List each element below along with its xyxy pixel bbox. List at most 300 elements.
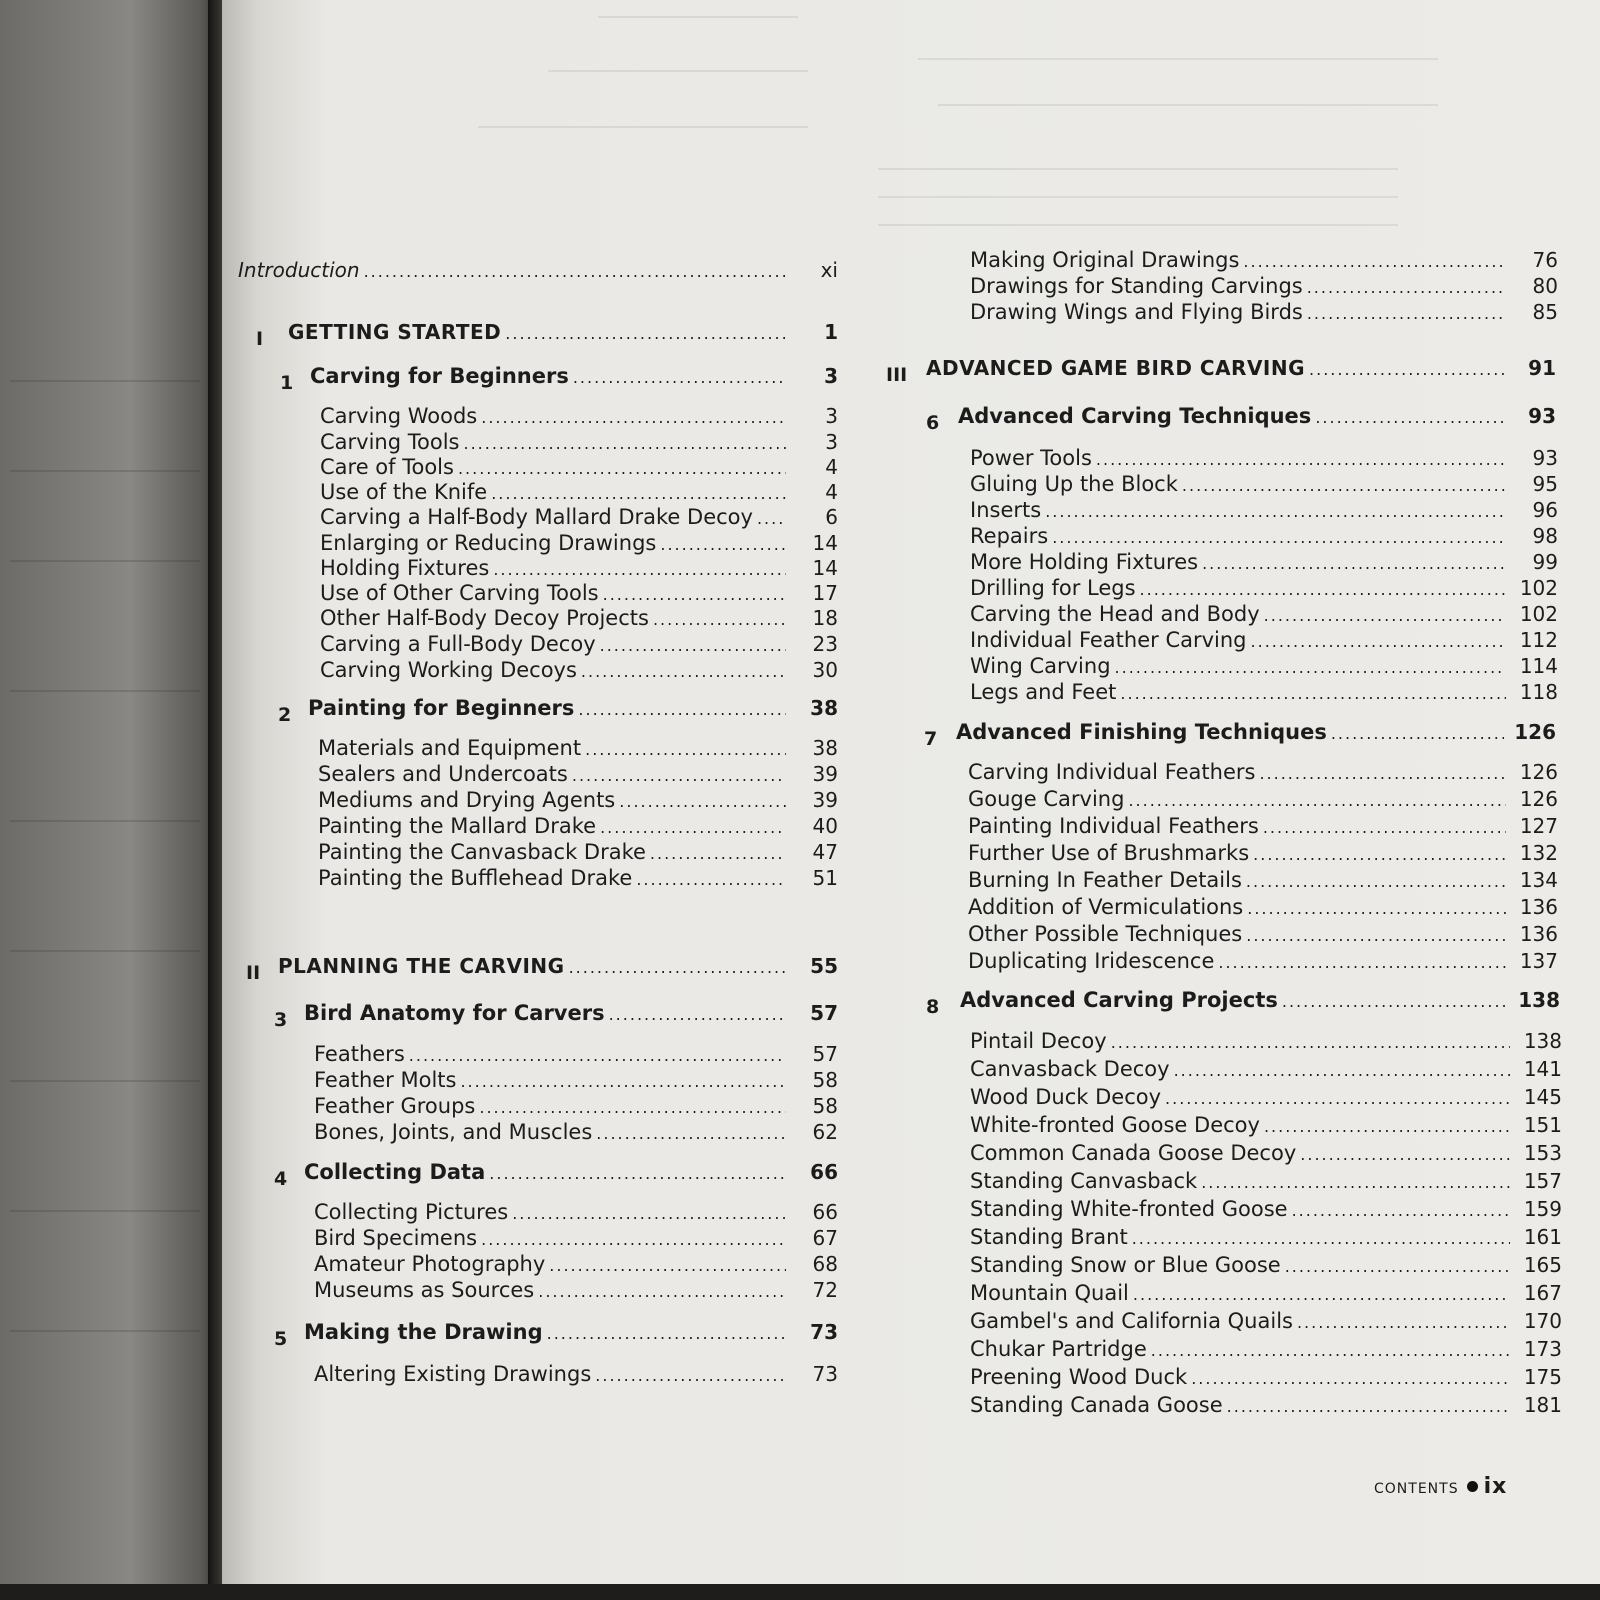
toc-chapter-row[interactable] — [310, 364, 838, 388]
toc-page-number: 51 — [812, 866, 838, 890]
bleed-line — [10, 470, 200, 472]
toc-page-number: 57 — [812, 1042, 838, 1066]
toc-chapter-title: Collecting Data — [304, 1160, 486, 1184]
toc-entry-title: Carving Tools — [320, 430, 460, 454]
toc-entry-row[interactable] — [968, 949, 1558, 973]
bleed-line — [10, 950, 200, 952]
toc-page-number: 80 — [1532, 274, 1558, 298]
toc-entry-row[interactable] — [968, 760, 1558, 784]
toc-entry-title: Feather Molts — [314, 1068, 457, 1092]
toc-page-number: 126 — [1514, 720, 1556, 744]
bleed-line — [548, 70, 808, 72]
toc-page-number: 165 — [1523, 1253, 1562, 1277]
toc-page-number: 39 — [812, 762, 838, 786]
toc-page-number: 93 — [1532, 446, 1558, 470]
bleed-line — [938, 104, 1438, 106]
toc-entry-row[interactable] — [318, 788, 838, 812]
toc-page-number: 96 — [1532, 498, 1558, 522]
bleed-line — [10, 1330, 200, 1332]
bleed-line — [918, 58, 1438, 60]
toc-entry-title: Other Half-Body Decoy Projects — [320, 606, 649, 630]
dot-leader — [1165, 1089, 1510, 1108]
toc-entry-row[interactable] — [320, 531, 838, 555]
dot-leader — [1045, 502, 1506, 521]
toc-entry-row[interactable] — [320, 581, 838, 605]
toc-chapter-row[interactable] — [304, 1160, 838, 1184]
toc-entry-title: Gouge Carving — [968, 787, 1125, 811]
toc-page-number: 58 — [812, 1094, 838, 1118]
dot-leader — [636, 870, 786, 889]
toc-entry-title: Pintail Decoy — [970, 1029, 1107, 1053]
show-through-text — [218, 0, 1600, 250]
toc-chapter-title: Advanced Carving Projects — [960, 988, 1278, 1012]
toc-page-number: 40 — [812, 814, 838, 838]
toc-entry-row[interactable] — [968, 868, 1558, 892]
toc-chapter-title: Painting for Beginners — [308, 696, 575, 720]
toc-chapter-row[interactable] — [956, 720, 1556, 744]
dot-leader — [619, 792, 786, 811]
toc-entry-row[interactable] — [314, 1278, 838, 1302]
toc-page-number: xi — [820, 258, 838, 282]
toc-entry-title: Standing Canvasback — [970, 1169, 1198, 1193]
dot-leader — [1191, 1369, 1510, 1388]
toc-entry-row[interactable] — [320, 556, 838, 580]
toc-entry-title: Individual Feather Carving — [970, 628, 1247, 652]
dot-leader — [1300, 1145, 1510, 1164]
facing-page — [0, 0, 218, 1600]
toc-chapter-row[interactable] — [960, 988, 1560, 1012]
dot-leader — [409, 1046, 786, 1065]
toc-entry-row[interactable] — [320, 480, 838, 504]
dot-leader — [1263, 818, 1506, 837]
toc-entry-row[interactable] — [970, 654, 1558, 678]
toc-entry-title: Drilling for Legs — [970, 576, 1136, 600]
toc-entry-title: Other Possible Techniques — [968, 922, 1243, 946]
dot-leader — [650, 844, 786, 863]
dot-leader — [1282, 992, 1508, 1011]
bleed-line — [10, 560, 200, 562]
dot-leader — [1115, 658, 1506, 677]
toc-entry-title: Common Canada Goose Decoy — [970, 1141, 1297, 1165]
toc-intro-row[interactable] — [238, 258, 838, 282]
toc-page-number: 38 — [812, 736, 838, 760]
toc-part-title: PLANNING THE CARVING — [278, 954, 565, 978]
toc-entry-row[interactable] — [970, 274, 1558, 298]
toc-entry-title: Further Use of Brushmarks — [968, 841, 1250, 865]
toc-page-number: 57 — [810, 1001, 838, 1025]
dot-leader — [1259, 764, 1506, 783]
dot-leader — [1307, 278, 1506, 297]
toc-entry-row[interactable] — [318, 762, 838, 786]
dot-leader — [1133, 1285, 1510, 1304]
toc-page-number: 99 — [1532, 550, 1558, 574]
toc-page-number: 4 — [825, 455, 838, 479]
toc-page-number: 141 — [1523, 1057, 1562, 1081]
toc-chapter-title: Carving for Beginners — [310, 364, 569, 388]
toc-entry-row[interactable] — [970, 1309, 1562, 1333]
bleed-line — [10, 820, 200, 822]
toc-entry-title: Altering Existing Drawings — [314, 1362, 592, 1386]
bleed-line — [10, 1080, 200, 1082]
toc-entry-row[interactable] — [968, 814, 1558, 838]
toc-entry-title: Preening Wood Duck — [970, 1365, 1188, 1389]
dot-leader — [572, 766, 786, 785]
toc-page-number: 62 — [812, 1120, 838, 1144]
toc-entry-title: Power Tools — [970, 446, 1092, 470]
dot-leader — [1264, 1117, 1510, 1136]
dot-leader — [1096, 450, 1506, 469]
toc-entry-title: Wing Carving — [970, 654, 1111, 678]
toc-entry-title: Carving Working Decoys — [320, 658, 577, 682]
toc-entry-title: Standing White-fronted Goose — [970, 1197, 1288, 1221]
dot-leader — [1132, 1229, 1510, 1248]
bleed-line — [878, 168, 1398, 170]
chapter-number: 4 — [274, 1168, 288, 1190]
dot-leader — [1285, 1257, 1510, 1276]
toc-entry-row[interactable] — [320, 455, 838, 479]
toc-entry-row[interactable] — [968, 787, 1558, 811]
toc-entry-title: Wood Duck Decoy — [970, 1085, 1162, 1109]
dot-leader — [1297, 1313, 1510, 1332]
dot-leader — [600, 818, 786, 837]
toc-chapter-title: Advanced Finishing Techniques — [956, 720, 1327, 744]
toc-entry-title: Addition of Vermiculations — [968, 895, 1244, 919]
toc-page-number: 6 — [825, 505, 838, 529]
dot-leader — [1227, 1397, 1510, 1416]
toc-page-number: 126 — [1519, 787, 1558, 811]
toc-entry-title: Enlarging or Reducing Drawings — [320, 531, 657, 555]
toc-page-number: 85 — [1532, 300, 1558, 324]
toc-entry-title: Collecting Pictures — [314, 1200, 509, 1224]
toc-page-number: 137 — [1519, 949, 1558, 973]
toc-entry-row[interactable] — [318, 866, 838, 890]
page-footer — [1374, 1474, 1507, 1499]
dot-leader — [549, 1256, 786, 1275]
toc-entry-row[interactable] — [320, 505, 838, 529]
dot-leader — [479, 1098, 786, 1117]
toc-entry-title: Museums as Sources — [314, 1278, 535, 1302]
toc-page-number: 153 — [1523, 1141, 1562, 1165]
toc-page-number: 14 — [812, 556, 838, 580]
dot-leader — [1331, 724, 1504, 743]
toc-page-number: 136 — [1519, 895, 1558, 919]
toc-entry-row[interactable] — [970, 1113, 1562, 1137]
toc-entry-title: Amateur Photography — [314, 1252, 546, 1276]
dot-leader — [660, 535, 786, 554]
toc-entry-title: Carving a Half-Body Mallard Drake Decoy — [320, 505, 753, 529]
toc-page-number: 175 — [1523, 1365, 1562, 1389]
dot-leader — [573, 368, 786, 387]
dot-leader — [460, 1072, 786, 1091]
dot-leader — [481, 1230, 786, 1249]
toc-page-number: 39 — [812, 788, 838, 812]
dot-leader — [1111, 1033, 1510, 1052]
toc-page-number: 66 — [810, 1160, 838, 1184]
chapter-number: 7 — [924, 728, 938, 750]
toc-chapter-title: Bird Anatomy for Carvers — [304, 1001, 605, 1025]
toc-entry-row[interactable] — [314, 1252, 838, 1276]
chapter-number: 2 — [278, 704, 292, 726]
toc-entry-title: Legs and Feet — [970, 680, 1117, 704]
dot-leader — [1128, 791, 1506, 810]
toc-entry-title: Gluing Up the Block — [970, 472, 1178, 496]
toc-entry-row[interactable] — [970, 446, 1558, 470]
part-roman-numeral: I — [256, 328, 264, 350]
dot-leader — [547, 1324, 786, 1343]
toc-entry-row[interactable] — [970, 1197, 1562, 1221]
toc-page-number: 47 — [812, 840, 838, 864]
toc-entry-title: Materials and Equipment — [318, 736, 582, 760]
toc-entry-title: Sealers and Undercoats — [318, 762, 568, 786]
toc-entry-row[interactable] — [970, 472, 1558, 496]
toc-entry-row[interactable] — [314, 1068, 838, 1092]
dot-leader — [757, 509, 786, 528]
toc-entry-title: Carving the Head and Body — [970, 602, 1260, 626]
dot-leader — [1052, 528, 1506, 547]
toc-page-number: 91 — [1528, 356, 1556, 380]
toc-chapter-row[interactable] — [304, 1001, 838, 1025]
dot-leader — [1218, 953, 1506, 972]
toc-page-number: 58 — [812, 1068, 838, 1092]
toc-page-number: 38 — [810, 696, 838, 720]
toc-entry-row[interactable] — [318, 814, 838, 838]
toc-entry-title: Painting the Mallard Drake — [318, 814, 597, 838]
bleed-line — [598, 16, 798, 18]
dot-leader — [1243, 252, 1506, 271]
toc-entry-row[interactable] — [970, 1169, 1562, 1193]
toc-entry-row[interactable] — [970, 1281, 1562, 1305]
toc-entry-row[interactable] — [970, 628, 1558, 652]
dot-leader — [585, 740, 786, 759]
toc-entry-title: Use of Other Carving Tools — [320, 581, 599, 605]
toc-entry-title: Inserts — [970, 498, 1042, 522]
toc-entry-row[interactable] — [970, 1225, 1562, 1249]
toc-entry-title: Standing Snow or Blue Goose — [970, 1253, 1281, 1277]
toc-page-number: 138 — [1518, 988, 1560, 1012]
toc-page-number: 173 — [1523, 1337, 1562, 1361]
bullet-dot — [1467, 1481, 1478, 1492]
toc-entry-row[interactable] — [970, 1057, 1562, 1081]
toc-entry-row[interactable] — [970, 1337, 1562, 1361]
chapter-number: 5 — [274, 1328, 288, 1350]
toc-entry-row[interactable] — [314, 1362, 838, 1386]
toc-entry-title: Mountain Quail — [970, 1281, 1129, 1305]
toc-entry-row[interactable] — [970, 1253, 1562, 1277]
toc-entry-row[interactable] — [970, 1393, 1562, 1417]
toc-page-number: 157 — [1523, 1169, 1562, 1193]
bleed-line — [478, 126, 808, 128]
toc-entry-row[interactable] — [970, 300, 1558, 324]
dot-leader — [1309, 360, 1504, 379]
toc-page-number: 1 — [824, 320, 838, 344]
toc-page-number: 151 — [1523, 1113, 1562, 1137]
toc-page-number: 55 — [810, 954, 838, 978]
toc-entry-title: More Holding Fixtures — [970, 550, 1199, 574]
toc-entry-title: Burning In Feather Details — [968, 868, 1242, 892]
toc-entry-title: Gambel's and California Quails — [970, 1309, 1293, 1333]
toc-entry-row[interactable] — [314, 1226, 838, 1250]
toc-entry-row[interactable] — [320, 404, 838, 428]
chapter-number: 8 — [926, 996, 940, 1018]
dot-leader — [491, 484, 786, 503]
toc-part-title: ADVANCED GAME BIRD CARVING — [926, 356, 1306, 380]
toc-page-number: 93 — [1528, 404, 1556, 428]
toc-entry-row[interactable] — [320, 632, 838, 656]
toc-page-number: 102 — [1519, 576, 1558, 600]
dot-leader — [581, 662, 786, 681]
toc-chapter-row[interactable] — [958, 404, 1556, 428]
toc-entry-row[interactable] — [970, 576, 1558, 600]
dot-leader — [1292, 1201, 1510, 1220]
toc-entry-title: Drawing Wings and Flying Birds — [970, 300, 1303, 324]
toc-page-number: 66 — [812, 1200, 838, 1224]
toc-entry-title: Carving a Full-Body Decoy — [320, 632, 596, 656]
dot-leader — [600, 636, 786, 655]
toc-entry-title: Duplicating Iridescence — [968, 949, 1215, 973]
toc-page-number: 67 — [812, 1226, 838, 1250]
toc-entry-row[interactable] — [314, 1120, 838, 1144]
toc-page-number: 127 — [1519, 814, 1558, 838]
toc-chapter-row[interactable] — [304, 1320, 838, 1344]
dot-leader — [489, 1164, 786, 1183]
toc-entry-row[interactable] — [970, 1029, 1562, 1053]
dot-leader — [1246, 926, 1506, 945]
toc-entry-row[interactable] — [970, 1365, 1562, 1389]
toc-entry-title: White-fronted Goose Decoy — [970, 1113, 1260, 1137]
toc-page-number: 95 — [1532, 472, 1558, 496]
dot-leader — [458, 459, 786, 478]
toc-entry-title: Standing Brant — [970, 1225, 1128, 1249]
toc-page-number: 72 — [812, 1278, 838, 1302]
toc-entry-row[interactable] — [318, 736, 838, 760]
toc-page-number: 126 — [1519, 760, 1558, 784]
toc-entry-row[interactable] — [314, 1042, 838, 1066]
toc-page-number: 14 — [812, 531, 838, 555]
toc-entry-row[interactable] — [968, 922, 1558, 946]
toc-page-number: 170 — [1523, 1309, 1562, 1333]
bleed-line — [878, 224, 1398, 226]
toc-entry-title: Standing Canada Goose — [970, 1393, 1223, 1417]
toc-page-number: 3 — [825, 404, 838, 428]
dot-leader — [364, 262, 786, 281]
toc-entry-title: Carving Woods — [320, 404, 478, 428]
toc-entry-row[interactable] — [320, 658, 838, 682]
toc-entry-row[interactable] — [970, 680, 1558, 704]
toc-page-number: 18 — [812, 606, 838, 630]
dot-leader — [1120, 684, 1506, 703]
toc-entry-title: Use of the Knife — [320, 480, 488, 504]
dot-leader — [512, 1204, 786, 1223]
table-surface — [0, 1584, 1600, 1600]
toc-page-number: 167 — [1523, 1281, 1562, 1305]
toc-entry-row[interactable] — [970, 524, 1558, 548]
toc-entry-title: Making Original Drawings — [970, 248, 1240, 272]
toc-entry-row[interactable] — [318, 840, 838, 864]
toc-entry-row[interactable] — [320, 430, 838, 454]
bleed-line — [10, 380, 200, 382]
toc-part-row[interactable] — [288, 320, 838, 344]
dot-leader — [1247, 899, 1506, 918]
toc-entry-title: Feathers — [314, 1042, 405, 1066]
dot-leader — [603, 585, 786, 604]
toc-entry-title: Painting Individual Feathers — [968, 814, 1259, 838]
toc-entry-row[interactable] — [970, 498, 1558, 522]
toc-entry-row[interactable] — [970, 1085, 1562, 1109]
toc-page-number: 73 — [810, 1320, 838, 1344]
chapter-number: 1 — [280, 372, 294, 394]
toc-page-number: 118 — [1519, 680, 1558, 704]
toc-entry-title: Chukar Partridge — [970, 1337, 1147, 1361]
toc-page-number: 3 — [824, 364, 838, 388]
toc-entry-title: Carving Individual Feathers — [968, 760, 1256, 784]
footer-label: CONTENTS — [1374, 1481, 1459, 1497]
dot-leader — [1140, 580, 1506, 599]
toc-page-number: 4 — [825, 480, 838, 504]
dot-leader — [1315, 408, 1504, 427]
toc-entry-row[interactable] — [968, 841, 1558, 865]
toc-entry-row[interactable] — [970, 550, 1558, 574]
toc-entry-title: Mediums and Drying Agents — [318, 788, 616, 812]
toc-page-number: 112 — [1519, 628, 1558, 652]
toc-page-number: 30 — [812, 658, 838, 682]
toc-entry-row[interactable] — [970, 602, 1558, 626]
toc-part-row[interactable] — [278, 954, 838, 978]
toc-entry-row[interactable] — [314, 1200, 838, 1224]
dot-leader — [1307, 304, 1506, 323]
bleed-line — [10, 690, 200, 692]
toc-entry-title: Feather Groups — [314, 1094, 476, 1118]
toc-entry-row[interactable] — [320, 606, 838, 630]
part-roman-numeral: III — [886, 364, 908, 386]
toc-page-number: 134 — [1519, 868, 1558, 892]
toc-page-number: 159 — [1523, 1197, 1562, 1221]
dot-leader — [493, 560, 786, 579]
toc-page-number: 73 — [812, 1362, 838, 1386]
toc-entry-title: Painting the Canvasback Drake — [318, 840, 646, 864]
toc-part-row[interactable] — [926, 356, 1556, 380]
toc-page-number: 136 — [1519, 922, 1558, 946]
toc-entry-title: Bones, Joints, and Muscles — [314, 1120, 593, 1144]
toc-entry-title: Canvasback Decoy — [970, 1057, 1170, 1081]
toc-entry-title: Painting the Bufflehead Drake — [318, 866, 633, 890]
dot-leader — [1174, 1061, 1510, 1080]
bleed-line — [878, 196, 1398, 198]
dot-leader — [1251, 632, 1506, 651]
toc-chapter-title: Making the Drawing — [304, 1320, 543, 1344]
dot-leader — [1253, 845, 1506, 864]
part-roman-numeral: II — [246, 962, 261, 984]
dot-leader — [596, 1124, 786, 1143]
toc-page-number: 161 — [1523, 1225, 1562, 1249]
toc-entry-row[interactable] — [314, 1094, 838, 1118]
toc-entry-title: Repairs — [970, 524, 1049, 548]
toc-page-number: 68 — [812, 1252, 838, 1276]
toc-entry-row[interactable] — [970, 1141, 1562, 1165]
toc-entry-row[interactable] — [968, 895, 1558, 919]
page-number: ix — [1483, 1474, 1508, 1499]
toc-entry-row[interactable] — [970, 248, 1558, 272]
toc-page-number: 132 — [1519, 841, 1558, 865]
toc-page-number: 181 — [1523, 1393, 1562, 1417]
dot-leader — [578, 700, 786, 719]
toc-page-number: 17 — [812, 581, 838, 605]
toc-page-number: 98 — [1532, 524, 1558, 548]
dot-leader — [1151, 1341, 1510, 1360]
toc-part-title: GETTING STARTED — [288, 320, 502, 344]
toc-chapter-row[interactable] — [308, 696, 838, 720]
toc-chapter-title: Advanced Carving Techniques — [958, 404, 1312, 428]
toc-page-number: 76 — [1532, 248, 1558, 272]
